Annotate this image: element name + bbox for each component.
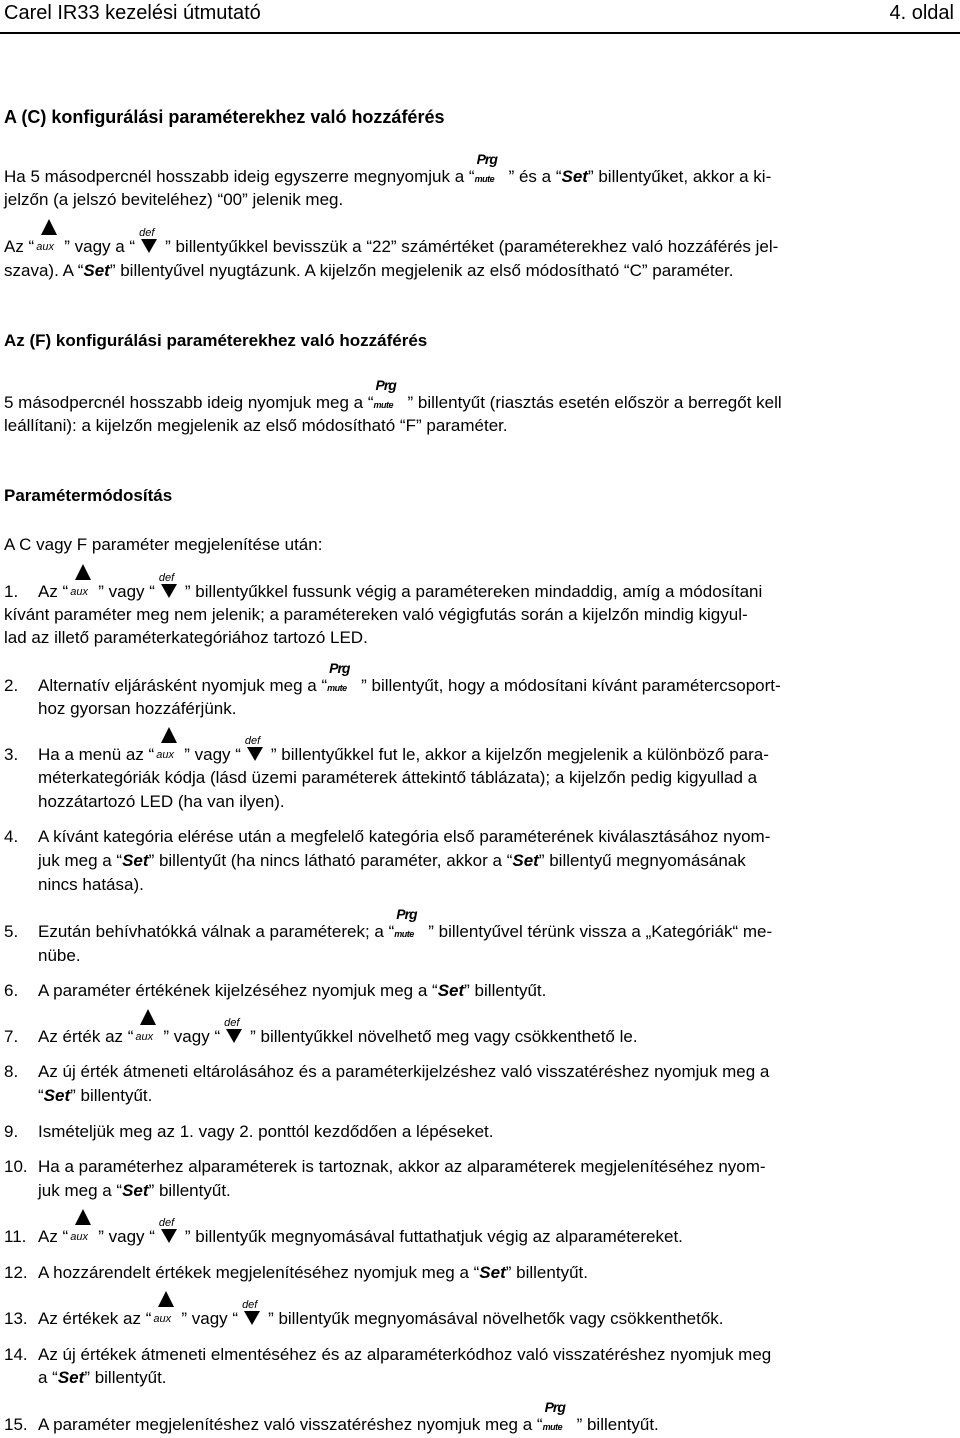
list-item: 5. Ezután behívhatókká válnak a paraméterek; a “ Prg mute ” billentyűvel térünk vissza a „Kategóriák“ me- <box>4 906 773 941</box>
set-key-label: Set <box>122 1181 149 1200</box>
list-item: 13. Az értékek az “ aux ” vagy “ def ” billentyűk megnyomásával növelhetők vagy csökkenthetők. <box>4 1309 724 1329</box>
down-def-key-icon: def <box>220 1027 250 1047</box>
down-def-key-icon: def <box>155 1227 185 1247</box>
list-item: 1. Az “ aux ” vagy “ def ” billentyűkkel fussunk végig a paramétereken mindaddig, amíg a módosítani <box>4 582 762 602</box>
list-item: 8. Az új érték átmeneti eltárolásához és a paraméterkijelzéshez való visszatéréshez nyomjuk meg a <box>4 1062 770 1081</box>
up-aux-key-icon: aux <box>154 745 184 765</box>
set-key-label: Set <box>122 851 149 870</box>
list-item: 2. Alternatív eljárásként nyomjuk meg a “ Prg mute ” billentyűt, hogy a módosítani kívánt paramétercsoport- <box>4 660 781 695</box>
list-item-line: juk meg a “Set” billentyűt (ha nincs látható paraméter, akkor a “Set” billentyű megnyomásának <box>38 851 746 870</box>
list-item: 11. Az “ aux ” vagy “ def ” billentyűk megnyomásával futtathatjuk végig az alparamétereket. <box>4 1227 683 1247</box>
paragraph-line: jelzőn (a jelszó beviteléhez) “00” jelenik meg. <box>4 190 344 209</box>
down-def-key-icon: def <box>238 1309 268 1329</box>
up-aux-key-icon: aux <box>68 1227 98 1247</box>
list-item: 12. A hozzárendelt értékek megjelenítéséhez nyomjuk meg a “Set” billentyűt. <box>4 1263 588 1282</box>
up-aux-key-icon: aux <box>133 1027 163 1047</box>
list-item-line: nübe. <box>38 946 81 965</box>
prg-mute-key-icon: Prg mute <box>373 377 396 410</box>
list-item: 10. Ha a paraméterhez alparaméterek is tartoznak, akkor az alparaméterek megjelenítéséhez nyom- <box>4 1157 766 1176</box>
paragraph-line: leállítani): a kijelzőn megjelenik az első módosítható “F” paraméter. <box>4 416 508 435</box>
list-item-line: lad az illető paraméterkategóriához tartozó LED. <box>4 628 368 647</box>
list-item-line: hoz gyorsan hozzáférjünk. <box>38 699 237 718</box>
prg-mute-key-icon: Prg mute <box>542 1399 565 1432</box>
section-heading-f: Az (F) konfigurálási paraméterekhez való hozzáférés <box>4 331 428 350</box>
list-item-line: nincs hatása). <box>38 875 144 894</box>
set-key-label: Set <box>57 1368 85 1387</box>
list-item: 7. Az érték az “ aux ” vagy “ def ” billentyűkkel növelhető meg vagy csökkenthető le. <box>4 1027 638 1047</box>
set-key-label: Set <box>83 261 110 280</box>
list-item: 15. A paraméter megjelenítéshez való visszatéréshez nyomjuk meg a “ Prg mute ” billentyűt. <box>4 1399 659 1434</box>
intro-line: A C vagy F paraméter megjelenítése után: <box>4 535 323 554</box>
list-item-line: méterkategóriák kódja (lásd üzemi paraméterek áttekintő táblázata); a kijelzőn pedig kigyullad a <box>38 768 758 787</box>
up-aux-key-icon: aux <box>68 582 98 602</box>
paragraph-line: Ha 5 másodpercnél hosszabb ideig egyszerre megnyomjuk a “ Prg mute ” és a “Set” billentyűket, akkor a ki- <box>4 151 772 186</box>
set-key-label: Set <box>437 981 465 1000</box>
section-heading-param: Paramétermódosítás <box>4 486 173 505</box>
up-aux-key-icon: aux <box>34 237 64 257</box>
set-key-label: Set <box>479 1263 506 1282</box>
set-key-label: Set <box>512 851 539 870</box>
up-aux-key-icon: aux <box>151 1309 181 1329</box>
list-item-line: hozzátartozó LED (ha van ilyen). <box>38 792 285 811</box>
list-item-line: “Set” billentyűt. <box>38 1086 153 1105</box>
down-def-key-icon: def <box>155 582 185 602</box>
list-item-line: juk meg a “Set” billentyűt. <box>38 1181 231 1200</box>
list-item: 9. Ismételjük meg az 1. vagy 2. ponttól kezdődően a lépéseket. <box>4 1122 494 1141</box>
list-item: 4. A kívánt kategória elérése után a megfelelő kategória első paraméterének kiválasztásához nyom- <box>4 827 771 846</box>
list-item: 14. Az új értékek átmeneti elmentéséhez és az alparaméterkódhoz való visszatéréshez nyomjuk meg <box>4 1345 772 1364</box>
down-def-key-icon: def <box>135 237 165 257</box>
list-item: 3. Ha a menü az “ aux ” vagy “ def ” billentyűkkel fut le, akkor a kijelzőn megjelenik a különböző para- <box>4 745 769 765</box>
prg-mute-key-icon: Prg mute <box>327 660 350 693</box>
list-item: 6. A paraméter értékének kijelzéséhez nyomjuk meg a “Set” billentyűt. <box>4 981 547 1000</box>
page-header <box>0 0 960 34</box>
section-heading-c: A (C) konfigurálási paraméterekhez való hozzáférés <box>4 107 445 127</box>
prg-mute-key-icon: Prg mute <box>474 151 497 184</box>
paragraph-line: Az “ aux ” vagy a “ def ” billentyűkkel bevisszük a “22” számértéket (paraméterekhez való hozzáférés jel- <box>4 237 778 257</box>
page-number: 4. oldal <box>889 2 954 24</box>
set-key-label: Set <box>561 167 588 186</box>
list-item-line: kívánt paraméter meg nem jelenik; a paramétereken való végigfutás során a kijelzőn mindig kigyul- <box>4 605 748 624</box>
list-item-line: a “Set” billentyűt. <box>38 1368 167 1387</box>
paragraph-line: szava). A “Set” billentyűvel nyugtázunk. A kijelzőn megjelenik az első módosítható “C” paraméter. <box>4 261 734 280</box>
down-def-key-icon: def <box>241 745 271 765</box>
prg-mute-key-icon: Prg mute <box>394 906 417 939</box>
set-key-label: Set <box>43 1086 71 1105</box>
document-title: Carel IR33 kezelési útmutató <box>4 2 261 24</box>
paragraph-line: 5 másodpercnél hosszabb ideig nyomjuk meg a “ Prg mute ” billentyűt (riasztás esetén először a berregőt kell <box>4 377 782 412</box>
